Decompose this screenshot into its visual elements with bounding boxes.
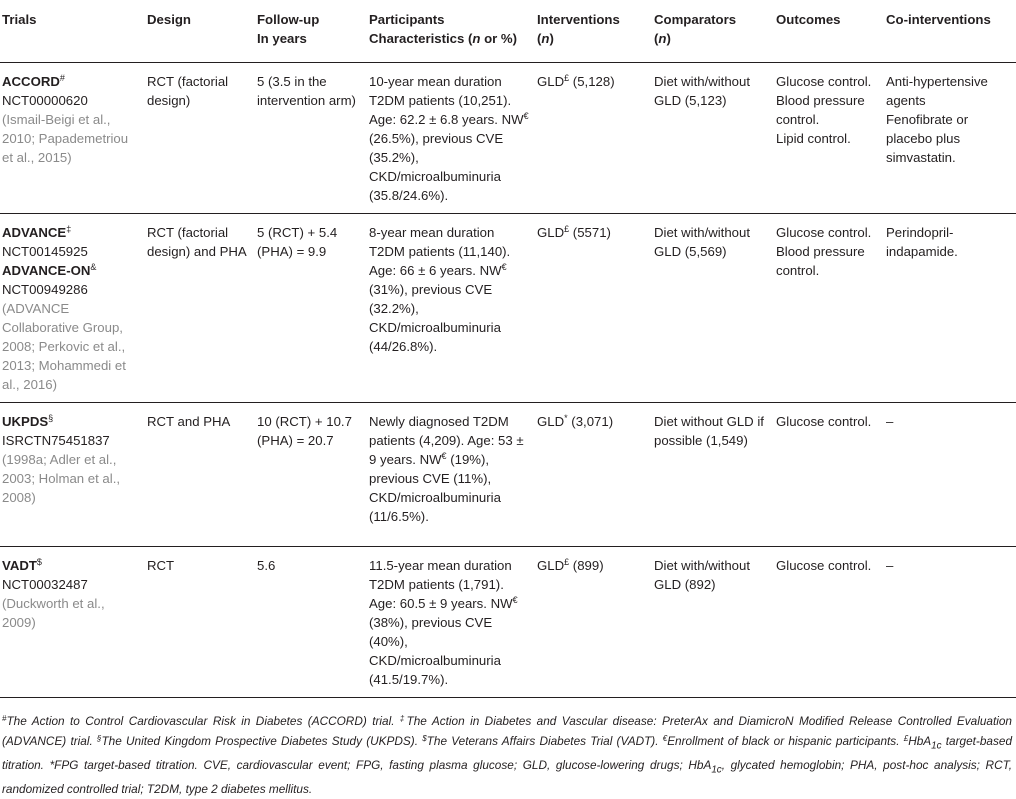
outcomes-cell: Glucose control. Blood pressure control. Lipid control. [774,63,884,214]
header-interventions: Interventions (n) [535,0,652,63]
trial-cell: ACCORD# NCT00000620 (Ismail-Beigi et al., 2010; Papademetriou et al., 2015) [0,63,145,214]
table-footnotes: #The Action to Control Cardiovascular Risk in Diabetes (ACCORD) trial. ‡The Action in Diabetes and Vascular disease: PreterAx and DiamicroN Modified Release Controlled Evaluation (ADVANCE) trial. §The United Kingdom Prospective Diabetes Study (UKPDS). $The Veterans Affairs Diabetes Trial (VADT). €Enrollment of black or hispanic participants. £HbA$_{1c}$ target-based titration. *FPG target-based titration. CVE, cardiovascular event; FPG, fasting plasma glucose; GLD, glucose-lowering drugs; HbA$_{1c}$, glycated hemoglobin; PHA, post-hoc analysis; RCT, randomized controlled trial; T2DM, type 2 diabetes mellitus. [2,714,1012,796]
header-participants: Participants Characteristics (n or %) [367,0,535,63]
interventions-cell: GLD* (3,071) [535,403,652,547]
table-row-accord [0,63,1016,214]
table-row-vadt [0,547,1016,698]
followup-cell: 10 (RCT) + 10.7 (PHA) = 20.7 [255,403,367,547]
table-row-ukpds [0,403,1016,547]
trial-id: NCT00032487 [2,577,88,592]
trial-reference: (ADVANCE Collaborative Group, 2008; Perkovic et al., 2013; Mohammedi et al., 2016) [2,301,126,392]
followup-cell: 5 (RCT) + 5.4 (PHA) = 9.9 [255,214,367,403]
trial-name: UKPDS [2,414,49,429]
interventions-cell: GLD£ (5,128) [535,63,652,214]
trial-name: ACCORD [2,74,60,89]
cointerventions-cell: – [884,403,1016,547]
outcomes-cell: Glucose control. [774,403,884,547]
participants-cell: 10-year mean duration T2DM patients (10,251). Age: 62.2 ± 6.8 years. NW€ (26.5%), previous CVE (35.2%), CKD/microalbuminuria (35.8/24.6%). [367,63,535,214]
header-outcomes: Outcomes [774,0,884,63]
design-cell: RCT (factorial design) [145,63,255,214]
header-followup: Follow-up In years [255,0,367,63]
header-comparators: Comparators (n) [652,0,774,63]
interventions-cell: GLD£ (899) [535,547,652,698]
cointerventions-cell: Anti-hypertensive agents Fenofibrate or placebo plus simvastatin. [884,63,1016,214]
trial-cell: VADT$ NCT00032487 (Duckworth et al., 2009) [0,547,145,698]
trial-name: VADT [2,558,37,573]
design-cell: RCT and PHA [145,403,255,547]
header-cointerventions: Co-interventions [884,0,1016,63]
outcomes-cell: Glucose control. Blood pressure control. [774,214,884,403]
design-cell: RCT [145,547,255,698]
trial-cell: ADVANCE‡ NCT00145925 ADVANCE-ON& NCT00949286 (ADVANCE Collaborative Group, 2008; Perkovic et al., 2013; Mohammedi et al., 2016) [0,214,145,403]
comparators-cell: Diet with/without GLD (892) [652,547,774,698]
header-row [0,0,1016,63]
trial-name-secondary: ADVANCE-ON [2,263,91,278]
comparators-cell: Diet with/without GLD (5,123) [652,63,774,214]
cointerventions-cell: – [884,547,1016,698]
table-row-advance [0,214,1016,403]
followup-cell: 5 (3.5 in the intervention arm) [255,63,367,214]
header-trials: Trials [0,0,145,63]
comparators-cell: Diet without GLD if possible (1,549) [652,403,774,547]
participants-cell: 11.5-year mean duration T2DM patients (1,791). Age: 60.5 ± 9 years. NW€ (38%), previous CVE (40%), CKD/microalbuminuria (41.5/19.7%). [367,547,535,698]
cointerventions-cell: Perindopril-indapamide. [884,214,1016,403]
trial-id: NCT00000620 [2,93,88,108]
outcomes-cell: Glucose control. [774,547,884,698]
interventions-cell: GLD£ (5571) [535,214,652,403]
trial-id-secondary: NCT00949286 [2,282,88,297]
participants-cell: Newly diagnosed T2DM patients (4,209). Age: 53 ± 9 years. NW€ (19%), previous CVE (11%), CKD/microalbuminuria (11/6.5%). [367,403,535,547]
trial-name: ADVANCE [2,225,67,240]
comparators-cell: Diet with/without GLD (5,569) [652,214,774,403]
trial-reference: (Duckworth et al., 2009) [2,596,105,630]
trial-cell: UKPDS§ ISRCTN75451837 (1998a; Adler et al., 2003; Holman et al., 2008) [0,403,145,547]
design-cell: RCT (factorial design) and PHA [145,214,255,403]
followup-cell: 5.6 [255,547,367,698]
header-design: Design [145,0,255,63]
trial-reference: (Ismail-Beigi et al., 2010; Papademetriou et al., 2015) [2,112,129,165]
trial-reference: (1998a; Adler et al., 2003; Holman et al., 2008) [2,452,121,505]
trial-id: NCT00145925 [2,244,88,259]
trial-id: ISRCTN75451837 [2,433,110,448]
participants-cell: 8-year mean duration T2DM patients (11,140). Age: 66 ± 6 years. NW€ (31%), previous CVE (32.2%), CKD/microalbuminuria (44/26.8%). [367,214,535,403]
